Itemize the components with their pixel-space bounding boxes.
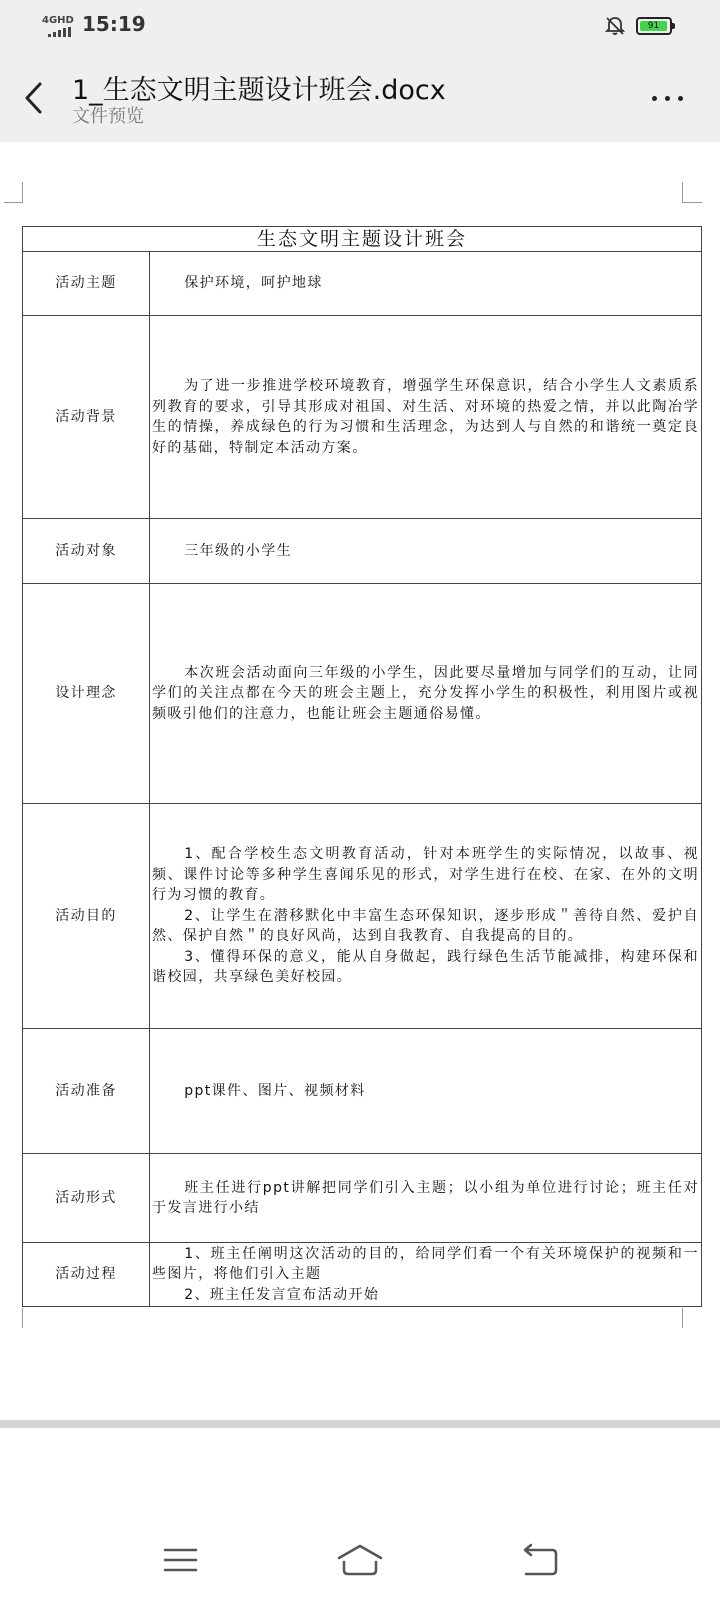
menu-icon[interactable]: [150, 1540, 210, 1580]
table-row: [23, 1029, 702, 1154]
chevron-left-icon[interactable]: [20, 78, 50, 118]
battery-level: 91: [640, 21, 667, 31]
network-indicator: 4GHD: [42, 15, 74, 26]
row-content: 1、班主任阐明这次活动的目的，给同学们看一个有关环境保护的视频和一些图片，将他们引入主题 2、班主任发言宣布活动开始: [150, 1243, 702, 1307]
table-row: [23, 316, 702, 519]
row-content: 三年级的小学生: [150, 519, 702, 584]
table-header-row: [23, 227, 702, 252]
crop-mark: [682, 1308, 683, 1328]
crop-mark: [682, 202, 702, 203]
top-bar: [0, 0, 720, 142]
home-icon[interactable]: [330, 1540, 390, 1580]
row-content: 1、配合学校生态文明教育活动，针对本班学生的实际情况，以故事、视频、课件讨论等多种学生喜闻乐见的形式，对学生进行在校、在家、在外的文明行为习惯的教育。 2、让学生在潜移默化中丰富生态环保知识，逐步形成＂善待自然、爱护自然、保护自然＂的良好风尚，达到自我教育、自我提高的目的。 3、懂得环保的意义，能从自身做起，践行绿色生活节能减排，构建环保和谐校园，共享绿色美好校园。: [150, 804, 702, 1029]
row-content: 保护环境，呵护地球: [150, 252, 702, 316]
document-table: [22, 226, 702, 1307]
row-content: 本次班会活动面向三年级的小学生，因此要尽量增加与同学们的互动，让同学们的关注点都在今天的班会主题上，充分发挥小学生的积极性，利用图片或视频吸引他们的注意力，也能让班会主题通俗易懂。: [150, 584, 702, 804]
table-row: [23, 519, 702, 584]
status-time: 15:19: [82, 12, 146, 36]
row-label: 活动背景: [23, 316, 150, 519]
battery-icon: [636, 17, 672, 35]
table-row: [23, 1243, 702, 1307]
row-label: 活动准备: [23, 1029, 150, 1154]
signal-icon: [44, 27, 74, 37]
table-row: [23, 252, 702, 316]
page-separator: [0, 1420, 720, 1428]
row-label: 活动对象: [23, 519, 150, 584]
row-label: 活动过程: [23, 1243, 150, 1307]
bell-off-icon: [604, 15, 626, 37]
file-subtitle: 文件预览: [72, 106, 144, 127]
row-content: 为了进一步推进学校环境教育，增强学生环保意识，结合小学生人文素质系列教育的要求，引导其形成对祖国、对生活、对环境的热爱之情，并以此陶冶学生的情操，养成绿色的行为习惯和生活理念，为达到人与自然的和谐统一奠定良好的基础，特制定本活动方案。: [150, 316, 702, 519]
more-dots-icon[interactable]: [650, 94, 686, 104]
table-title: 生态文明主题设计班会: [23, 227, 702, 252]
row-content: ppt课件、图片、视频材料: [150, 1029, 702, 1154]
row-label: 活动目的: [23, 804, 150, 1029]
table-row: [23, 804, 702, 1029]
crop-mark: [22, 182, 23, 202]
file-title: 1_生态文明主题设计班会.docx: [72, 75, 446, 106]
row-label: 活动主题: [23, 252, 150, 316]
table-row: [23, 1154, 702, 1243]
table-row: [23, 584, 702, 804]
back-arrow-icon[interactable]: [510, 1540, 570, 1580]
crop-mark: [22, 1308, 23, 1328]
row-content: 班主任进行ppt讲解把同学们引入主题；以小组为单位进行讨论；班主任对于发言进行小结: [150, 1154, 702, 1243]
crop-mark: [4, 202, 23, 203]
row-label: 活动形式: [23, 1154, 150, 1243]
row-label: 设计理念: [23, 584, 150, 804]
crop-mark: [682, 182, 683, 202]
navigation-bar: [0, 1540, 720, 1600]
